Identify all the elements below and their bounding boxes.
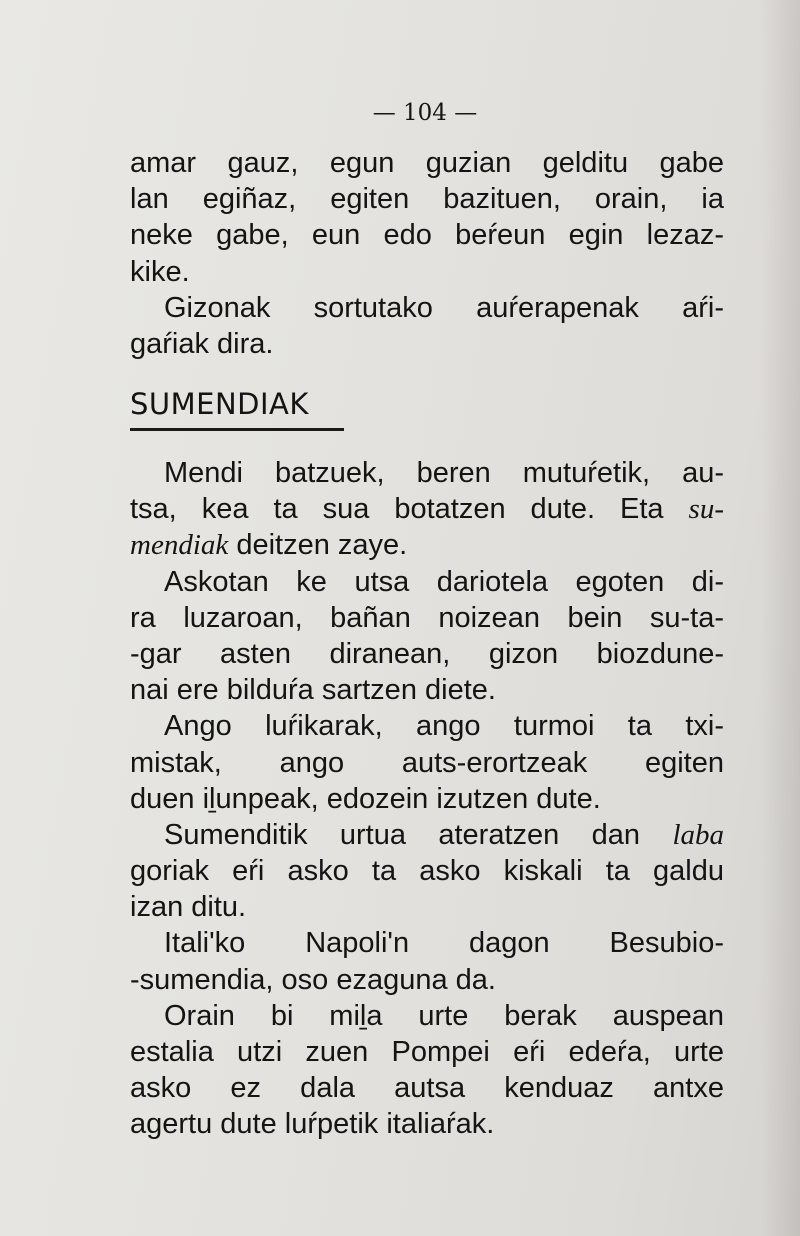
text-line: agertu dute luŕpetik italiaŕak.	[130, 1108, 495, 1141]
text-line: Orain bi miḻa urte berak auspean	[164, 999, 724, 1032]
text-line: neke gabe, eun edo beŕeun egin lezaz-	[130, 219, 724, 252]
italic-word: su-	[688, 493, 724, 526]
text-line: Mendi batzuek, beren mutuŕetik, au-	[164, 457, 724, 489]
heading-underline	[130, 428, 344, 431]
italic-word: mendiak	[130, 529, 229, 562]
intro-paragraphs	[130, 145, 724, 362]
text-line: -sumendia, oso ezaguna da.	[130, 963, 496, 996]
text-line: nai ere bilduŕa sartzen diete.	[130, 674, 496, 707]
text-line	[130, 817, 724, 853]
text-line: Itali'ko Napoli'n dagon Besubio-	[164, 927, 724, 960]
italic-word: laba	[672, 818, 725, 851]
text-line: duen iḻunpeak, edozein izutzen dute.	[130, 782, 601, 815]
text-fragment: Sumenditik urtua ateratzen dan	[164, 818, 641, 851]
text-line: amar gauz, egun guzian gelditu gabe	[130, 147, 724, 179]
text-line: izan ditu.	[130, 891, 247, 924]
text-line: mistak, ango auts-erortzeak egiten	[130, 746, 724, 779]
text-line: ra luzaroan, bañan noizean bein su-ta-	[130, 601, 724, 634]
text-line: Ango luŕikarak, ango turmoi ta txi-	[164, 710, 724, 743]
text-line: lan egiñaz, egiten bazituen, orain, ia	[130, 183, 724, 216]
text-line	[130, 491, 724, 527]
text-line: goriak eŕi asko ta asko kiskali ta galdu	[130, 855, 724, 888]
page-number: — 104 —	[372, 100, 478, 126]
text-line	[130, 527, 724, 563]
text-line: gaŕiak dira.	[130, 327, 274, 360]
text-fragment: deitzen zaye.	[236, 529, 408, 562]
page-edge-shadow	[760, 0, 800, 1236]
text-fragment: tsa, kea ta sua botatzen dute. Eta	[130, 493, 664, 526]
text-line: asko ez dala autsa kenduaz antxe	[130, 1072, 724, 1105]
section-paragraphs	[130, 455, 724, 1143]
text-line: -gar asten diranean, gizon biozdune-	[130, 637, 724, 670]
section-heading: SUMENDIAK	[130, 387, 309, 421]
text-line: estalia utzi zuen Pompei eŕi edeŕa, urte	[130, 1036, 724, 1068]
text-line: Gizonak sortutako auŕerapenak aŕi-	[164, 291, 724, 324]
text-line: Askotan ke utsa dariotela egoten di-	[164, 565, 724, 598]
text-line: kike.	[130, 255, 190, 288]
